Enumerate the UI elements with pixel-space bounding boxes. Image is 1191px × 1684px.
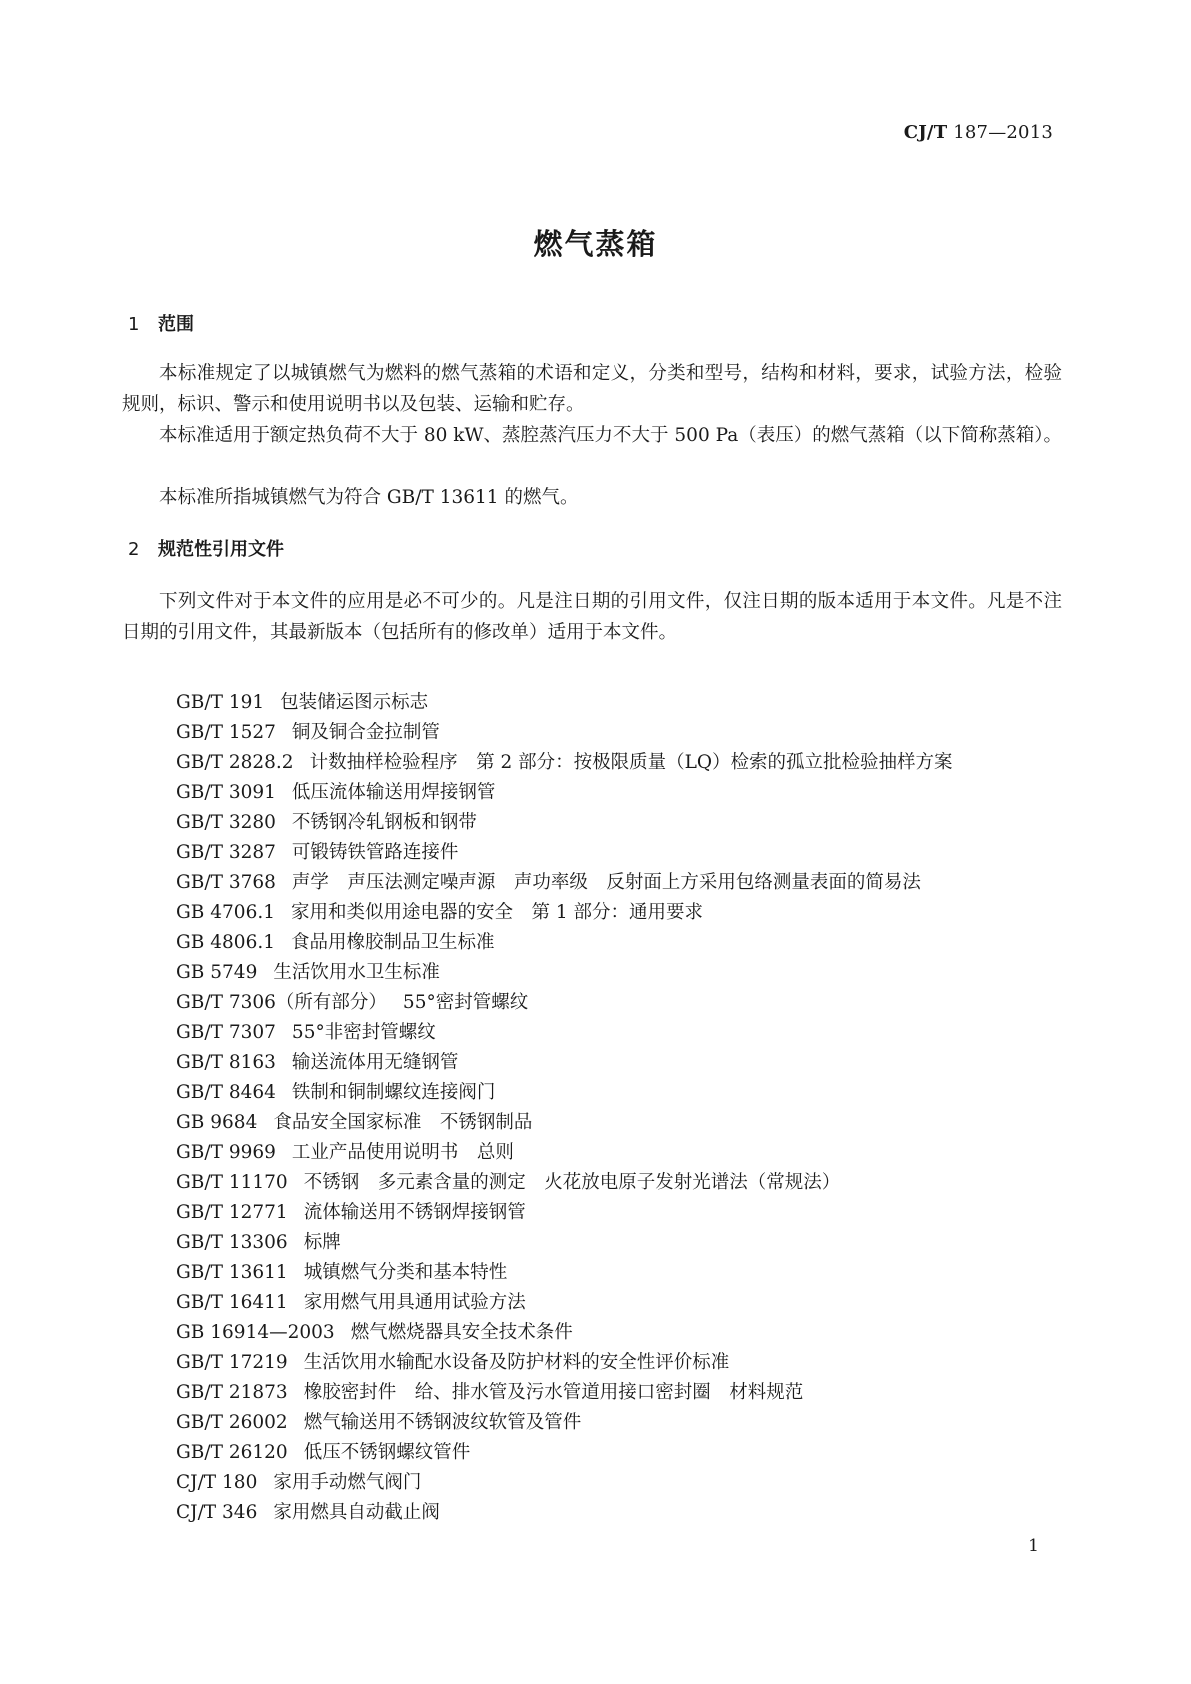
reference-code: GB 9684 (176, 1112, 258, 1133)
section-number: 1 (128, 314, 140, 335)
reference-code: GB/T 8464 (176, 1082, 276, 1103)
reference-title: 声学 声压法测定噪声源 声功率级 反射面上方采用包络测量表面的简易法 (291, 872, 921, 893)
reference-title: 不锈钢 多元素含量的测定 火花放电原子发射光谱法（常规法） (303, 1172, 841, 1193)
reference-title: 铁制和铜制螺纹连接阀门 (291, 1082, 496, 1103)
reference-item (176, 1258, 953, 1288)
reference-code: GB/T 9969 (176, 1142, 276, 1163)
reference-title: 低压不锈钢螺纹管件 (303, 1442, 471, 1463)
reference-title: 生活饮用水卫生标准 (273, 962, 440, 983)
reference-code: GB 5749 (176, 962, 258, 983)
reference-title: 低压流体输送用焊接钢管 (291, 782, 496, 803)
reference-item (176, 718, 953, 748)
reference-title: 不锈钢冷轧钢板和钢带 (291, 812, 477, 833)
reference-code: GB/T 21873 (176, 1382, 288, 1403)
standard-code-prefix: CJ/T (903, 122, 948, 143)
reference-code: GB/T 7307 (176, 1022, 276, 1043)
standard-code-suffix: 187—2013 (953, 122, 1053, 143)
section-number: 2 (128, 539, 140, 560)
normative-reference-list (176, 688, 953, 1528)
reference-title: 食品安全国家标准 不锈钢制品 (273, 1112, 533, 1133)
reference-code: GB/T 17219 (176, 1352, 288, 1373)
reference-item (176, 928, 953, 958)
reference-title: 燃气输送用不锈钢波纹软管及管件 (303, 1412, 582, 1433)
reference-item (176, 898, 953, 928)
reference-item (176, 808, 953, 838)
reference-title: 家用燃具自动截止阀 (273, 1502, 440, 1523)
reference-item (176, 1348, 953, 1378)
reference-code: GB/T 16411 (176, 1292, 288, 1313)
reference-title: 标牌 (303, 1232, 341, 1253)
reference-title: 橡胶密封件 给、排水管及污水管道用接口密封圈 材料规范 (303, 1382, 804, 1403)
reference-code: GB/T 26120 (176, 1442, 288, 1463)
reference-title: 包装储运图示标志 (280, 692, 429, 713)
reference-title: 燃气燃烧器具安全技术条件 (350, 1322, 573, 1343)
reference-title: 城镇燃气分类和基本特性 (303, 1262, 508, 1283)
section-title: 范围 (158, 314, 194, 335)
reference-code: CJ/T 346 (176, 1502, 258, 1523)
reference-item (176, 1498, 953, 1528)
reference-item (176, 1228, 953, 1258)
reference-title: 铜及铜合金拉制管 (291, 722, 440, 743)
reference-code: GB/T 3287 (176, 842, 276, 863)
reference-code: CJ/T 180 (176, 1472, 258, 1493)
reference-code: GB/T 8163 (176, 1052, 276, 1073)
reference-item (176, 1168, 953, 1198)
section-2-heading (128, 535, 284, 561)
reference-item (176, 1048, 953, 1078)
reference-item (176, 988, 953, 1018)
section-1-heading (128, 310, 194, 336)
reference-code: GB/T 3091 (176, 782, 276, 803)
reference-item (176, 1018, 953, 1048)
reference-code: GB/T 26002 (176, 1412, 288, 1433)
reference-title: 生活饮用水输配水设备及防护材料的安全性评价标准 (303, 1352, 730, 1373)
reference-code: GB/T 13611 (176, 1262, 288, 1283)
reference-title: 工业产品使用说明书 总则 (291, 1142, 514, 1163)
reference-item (176, 1108, 953, 1138)
reference-title: 流体输送用不锈钢焊接钢管 (303, 1202, 526, 1223)
reference-code: GB 4706.1 (176, 902, 275, 923)
reference-item (176, 868, 953, 898)
reference-title: 家用手动燃气阀门 (273, 1472, 422, 1493)
section-1-paragraph-3: 本标准所指城镇燃气为符合 GB/T 13611 的燃气。 (159, 487, 579, 508)
reference-title: 可锻铸铁管路连接件 (291, 842, 459, 863)
standard-code (904, 122, 1053, 143)
reference-code: GB/T 7306（所有部分） (176, 992, 387, 1013)
reference-code: GB/T 191 (176, 692, 265, 713)
reference-title: 55°密封管螺纹 (402, 992, 529, 1013)
reference-item (176, 1408, 953, 1438)
reference-title: 输送流体用无缝钢管 (291, 1052, 459, 1073)
reference-item (176, 1288, 953, 1318)
reference-code: GB/T 3768 (176, 872, 276, 893)
reference-item (176, 748, 953, 778)
reference-title: 食品用橡胶制品卫生标准 (291, 932, 495, 953)
reference-item (176, 688, 953, 718)
reference-code: GB/T 12771 (176, 1202, 288, 1223)
reference-code: GB/T 2828.2 (176, 752, 294, 773)
reference-title: 计数抽样检验程序 第 2 部分：按极限质量（LQ）检索的孤立批检验抽样方案 (309, 752, 953, 773)
section-1-paragraph-1: 本标准规定了以城镇燃气为燃料的燃气蒸箱的术语和定义，分类和型号，结构和材料，要求，试验方法，检验规则，标识、警示和使用说明书以及包装、运输和贮存。 (122, 363, 1062, 415)
reference-title: 55°非密封管螺纹 (291, 1022, 436, 1043)
page-number: 1 (1028, 1536, 1039, 1556)
reference-item (176, 1468, 953, 1498)
reference-code: GB/T 1527 (176, 722, 276, 743)
reference-title: 家用燃气用具通用试验方法 (303, 1292, 526, 1313)
reference-item (176, 1138, 953, 1168)
document-title: 燃气蒸箱 (533, 227, 658, 261)
reference-item (176, 1078, 953, 1108)
reference-code: GB/T 13306 (176, 1232, 288, 1253)
reference-code: GB/T 3280 (176, 812, 276, 833)
reference-item (176, 1198, 953, 1228)
section-1-paragraph-2: 本标准适用于额定热负荷不大于 80 kW、蒸腔蒸汽压力不大于 500 Pa（表压）的燃气蒸箱（以下简称蒸箱）。 (159, 425, 1062, 446)
reference-item (176, 838, 953, 868)
reference-code: GB 16914—2003 (176, 1322, 335, 1343)
section-title: 规范性引用文件 (158, 539, 284, 560)
reference-item (176, 778, 953, 808)
reference-title: 家用和类似用途电器的安全 第 1 部分：通用要求 (291, 902, 704, 923)
reference-item (176, 1318, 953, 1348)
reference-item (176, 1378, 953, 1408)
reference-code: GB/T 11170 (176, 1172, 288, 1193)
reference-code: GB 4806.1 (176, 932, 275, 953)
section-2-paragraph-1: 下列文件对于本文件的应用是必不可少的。凡是注日期的引用文件，仅注日期的版本适用于本文件。凡是不注日期的引用文件，其最新版本（包括所有的修改单）适用于本文件。 (122, 591, 1062, 643)
reference-item (176, 1438, 953, 1468)
reference-item (176, 958, 953, 988)
